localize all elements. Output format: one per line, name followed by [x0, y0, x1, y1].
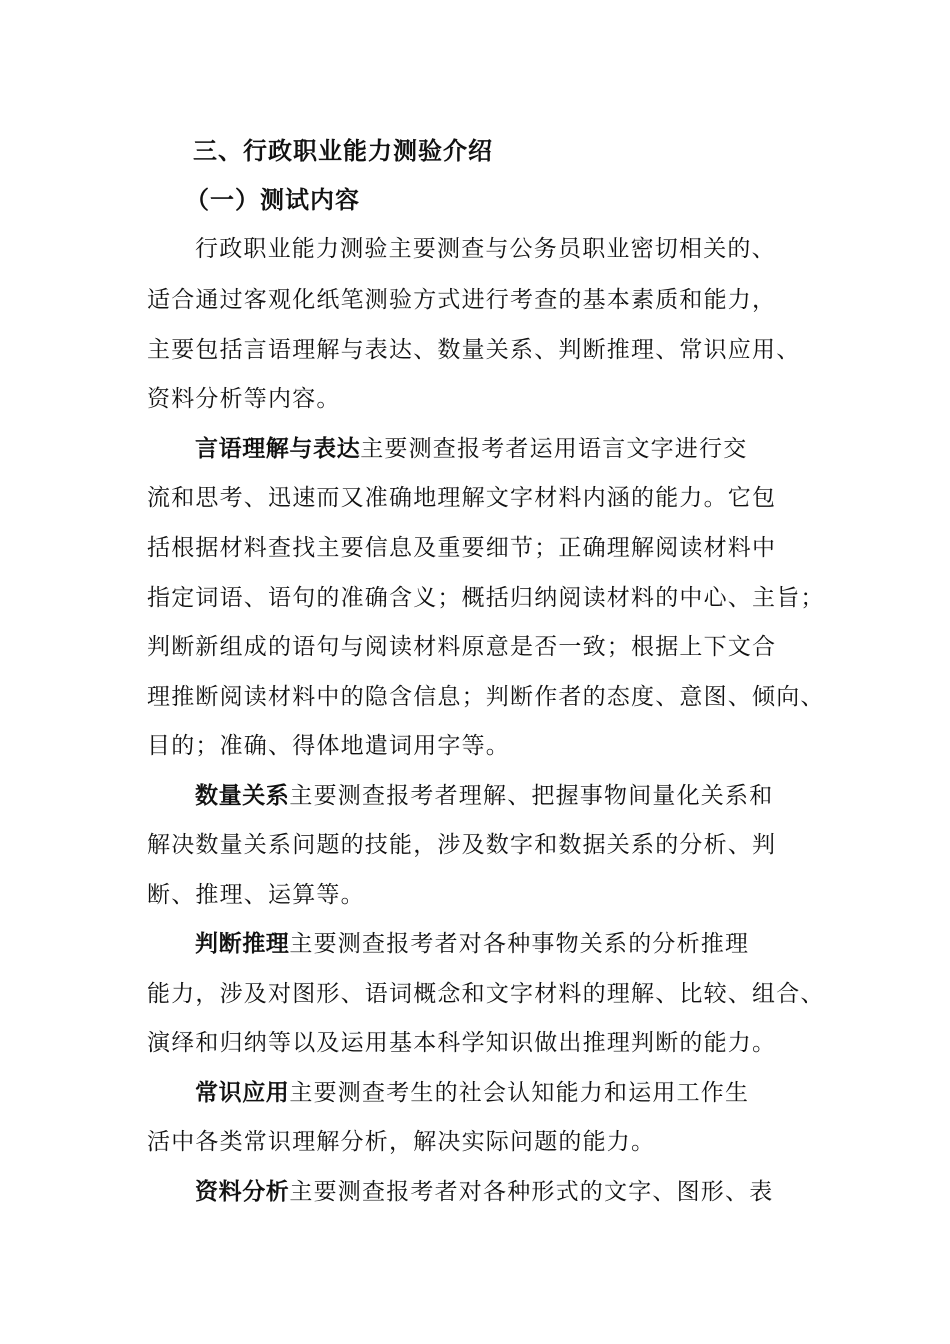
- quantitative-first-rest: 主要测查报考者理解、把握事物间量化关系和: [289, 783, 774, 809]
- common-sense-paragraph-first-line: [195, 1078, 749, 1108]
- verbal-first-rest: 主要测查报考者运用语言文字进行交: [360, 436, 748, 462]
- common-sense-term: 常识应用: [195, 1080, 290, 1106]
- quantitative-paragraph-first-line: [195, 781, 773, 811]
- intro-line-3: 主要包括言语理解与表达、数量关系、判断推理、常识应用、: [147, 337, 801, 363]
- intro-line-4: 资料分析等内容。: [147, 386, 341, 412]
- verbal-line-4: 指定词语、语句的准确含义；概括归纳阅读材料的中心、主旨；: [147, 585, 825, 611]
- verbal-line-7: 目的；准确、得体地遣词用字等。: [147, 733, 510, 759]
- intro-line-2: 适合通过客观化纸笔测验方式进行考查的基本素质和能力，: [147, 287, 777, 313]
- quantitative-line-2: 解决数量关系问题的技能，涉及数字和数据关系的分析、判: [147, 832, 777, 858]
- reasoning-line-3: 演绎和归纳等以及运用基本科学知识做出推理判断的能力。: [147, 1030, 777, 1056]
- verbal-line-5: 判断新组成的语句与阅读材料原意是否一致；根据上下文合: [147, 634, 777, 660]
- verbal-paragraph-first-line: [195, 434, 747, 464]
- data-analysis-term: 资料分析: [195, 1179, 290, 1205]
- data-analysis-first-rest: 主要测查报考者对各种形式的文字、图形、表: [289, 1179, 774, 1205]
- reasoning-paragraph-first-line: [195, 929, 749, 959]
- quantitative-term: 数量关系: [195, 783, 290, 809]
- reasoning-line-2: 能力，涉及对图形、语词概念和文字材料的理解、比较、组合、: [147, 981, 825, 1007]
- quantitative-line-3: 断、推理、运算等。: [147, 882, 365, 908]
- verbal-line-3: 括根据材料查找主要信息及重要细节；正确理解阅读材料中: [147, 535, 777, 561]
- reasoning-term: 判断推理: [195, 931, 290, 957]
- subsection-title: （一）测试内容: [185, 186, 360, 214]
- verbal-line-2: 流和思考、迅速而又准确地理解文字材料内涵的能力。它包: [147, 485, 777, 511]
- intro-line-1: 行政职业能力测验主要测查与公务员职业密切相关的、: [195, 236, 776, 262]
- reasoning-first-rest: 主要测查报考者对各种事物关系的分析推理: [289, 931, 750, 957]
- common-sense-first-rest: 主要测查考生的社会认知能力和运用工作生: [289, 1080, 750, 1106]
- verbal-line-6: 理推断阅读材料中的隐含信息；判断作者的态度、意图、倾向、: [147, 684, 825, 710]
- common-sense-line-2: 活中各类常识理解分析，解决实际问题的能力。: [147, 1129, 656, 1155]
- verbal-term: 言语理解与表达: [195, 436, 361, 462]
- data-analysis-paragraph-first-line: [195, 1177, 773, 1207]
- section-title: 三、行政职业能力测验介绍: [193, 137, 493, 165]
